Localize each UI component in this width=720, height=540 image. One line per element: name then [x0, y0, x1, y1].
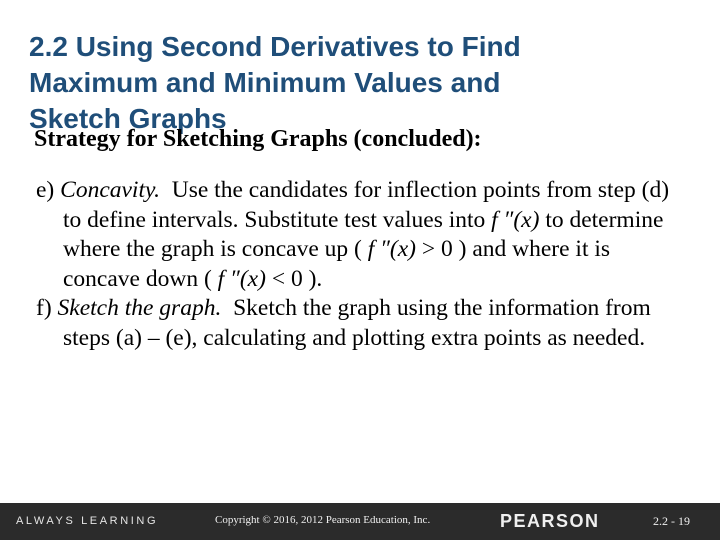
step-e-text-1: Use the candidates for inflection points from step (d) to define intervals. Substitute test values into	[63, 177, 670, 233]
step-e-text-2: to determine where the graph is concave up (	[63, 206, 664, 262]
title-line-3: Sketch Graphs	[29, 103, 227, 134]
slide-title	[29, 29, 709, 137]
pearson-logo: PEARSON	[500, 511, 600, 531]
slide-body	[36, 176, 676, 353]
second-derivative-2: f ″(x)	[367, 236, 417, 262]
footer-tagline: ALWAYS LEARNING	[16, 515, 159, 527]
step-f-heading: Sketch the graph.	[57, 295, 222, 321]
title-line-1: 2.2 Using Second Derivatives to Find	[29, 31, 521, 62]
step-e-text-4: < 0 ).	[271, 265, 323, 292]
title-line-2: Maximum and Minimum Values and	[29, 67, 501, 98]
step-f-text: Sketch the graph using the information from steps (a) – (e), calculating and plotting extra points as needed.	[63, 295, 651, 351]
step-f-paragraph	[36, 294, 676, 353]
step-e-text-3: > 0 ) and where it is concave down (	[63, 236, 611, 292]
footer-bar	[0, 503, 720, 540]
slide-subtitle: Strategy for Sketching Graphs (concluded):	[34, 126, 482, 152]
step-f-marker: f)	[36, 295, 52, 321]
second-derivative-3: f ″(x)	[217, 265, 266, 292]
page-number: 2.2 - 19	[653, 514, 690, 528]
step-e-marker: e)	[36, 177, 55, 203]
second-derivative-1: f ″(x)	[491, 206, 540, 233]
step-e-heading: Concavity.	[60, 177, 160, 203]
step-e-paragraph	[36, 176, 676, 294]
footer-copyright: Copyright © 2016, 2012 Pearson Education, Inc.	[215, 514, 431, 526]
